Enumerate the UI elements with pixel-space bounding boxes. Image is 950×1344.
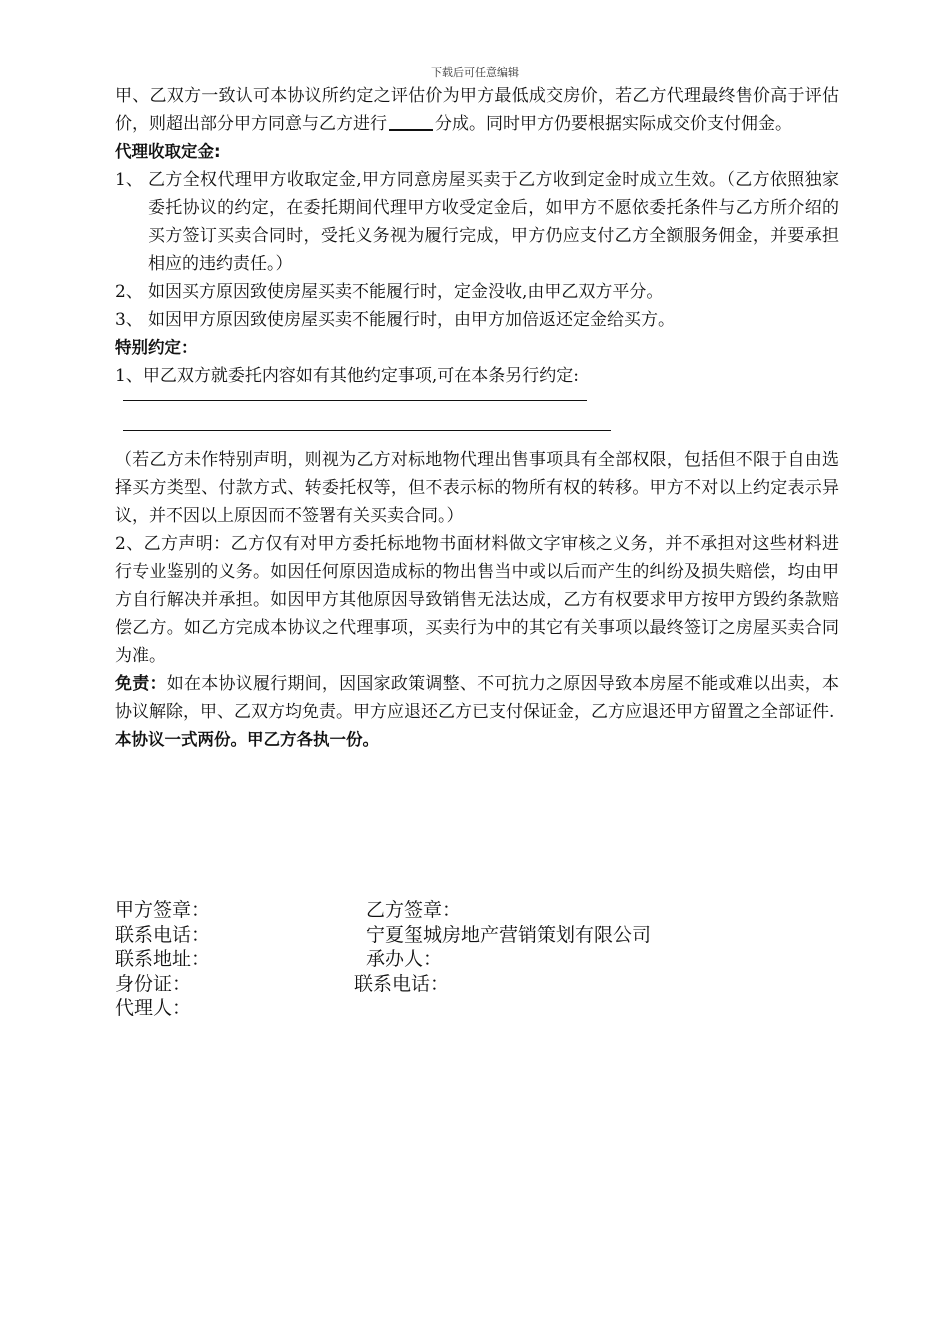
deposit-item-number: 1、 [115,170,143,190]
document-body [115,82,839,754]
party-a-address-label: 联系地址： [115,948,211,971]
share-blank-field[interactable] [389,111,433,131]
party-a-phone-label: 联系电话： [115,923,211,946]
intro-text-part1: 甲、乙双方一致认可本协议所约定之评估价为甲方最低成交房价，若乙方代理最终售价高于评估价，则超出部分甲方同意与乙方进行 [115,86,839,134]
exemption-label: 免责： [115,674,167,694]
fill-line-1[interactable] [123,400,587,401]
deposit-heading: 代理收取定金: [115,142,221,161]
special-item-1: 1、甲乙双方就委托内容如有其他约定事项,可在本条另行约定: [115,366,579,386]
special-heading: 特别约定： [115,338,198,357]
page-header-note: 下载后可任意编辑 [431,66,519,79]
signature-row-5 [115,996,839,1021]
party-b-company-name: 宁夏玺城房地产营销策划有限公司 [366,923,652,946]
signature-row-3 [115,947,839,972]
special-note: （若乙方未作特别声明，则视为乙方对标地物代理出售事项具有全部权限，包括但不限于自由选择买方类型、付款方式、转委托权等，但不表示标的物所有权的转移。甲方不对以上约定表示异议，并不因以上原因而不签署有关买卖合同。） [115,450,839,526]
party-a-seal-label: 甲方签章： [115,899,211,921]
deposit-item-text: 如因买方原因致使房屋买卖不能履行时，定金没收,由甲乙双方平分。 [148,282,664,302]
deposit-item-2 [115,278,839,306]
exemption-paragraph [115,670,839,726]
copies-statement: 本协议一式两份。甲乙方各执一份。 [115,730,379,749]
deposit-item-number: 2、 [115,282,143,302]
party-b-handler-label: 承办人： [366,948,443,971]
special-fill-lines [115,390,839,446]
exemption-text: 如在本协议履行期间，因国家政策调整、不可抗力之原因导致本房屋不能或难以出卖，本协议解除，甲、乙双方均免责。甲方应退还乙方已支付保证金，乙方应退还甲方留置之全部证件. [115,674,840,722]
intro-text-part2: 分成。同时甲方仍要根据实际成交价支付佣金。 [435,114,792,134]
signature-row-1 [115,898,839,923]
party-a-agent-label: 代理人： [115,997,192,1020]
deposit-item-3 [115,306,839,334]
party-b-phone-label: 联系电话： [354,972,450,995]
party-a-id-label: 身份证： [115,972,192,995]
deposit-item-1 [115,166,839,278]
special-item-2: 2、乙方声明：乙方仅有对甲方委托标地物书面材料做文字审核之义务，并不承担对这些材料进行专业鉴别的义务。如因任何原因造成标的物出售当中或以后而产生的纠纷及损失赔偿，均由甲方自行解决并承担。如因甲方其他原因导致销售无法达成，乙方有权要求甲方按甲方毁约条款赔偿乙方。如乙方完成本协议之代理事项，买卖行为中的其它有关事项以最终签订之房屋买卖合同为准。 [115,534,839,666]
signature-row-2 [115,923,839,948]
signature-block [115,898,839,1021]
signature-row-4 [115,972,839,997]
deposit-item-text: 乙方全权代理甲方收取定金,甲方同意房屋买卖于乙方收到定金时成立生效。（乙方依照独家委托协议的约定，在委托期间代理甲方收受定金后，如甲方不愿依委托条件与乙方所介绍的买方签订买卖合同时，受托义务视为履行完成，甲方仍应支付乙方全额服务佣金，并要承担相应的违约责任。） [148,170,839,274]
intro-paragraph [115,82,839,138]
deposit-item-number: 3、 [115,310,143,330]
party-b-seal-label: 乙方签章： [366,899,462,921]
deposit-item-text: 如因甲方原因致使房屋买卖不能履行时，由甲方加倍返还定金给买方。 [148,310,675,330]
fill-line-2[interactable] [123,430,611,431]
